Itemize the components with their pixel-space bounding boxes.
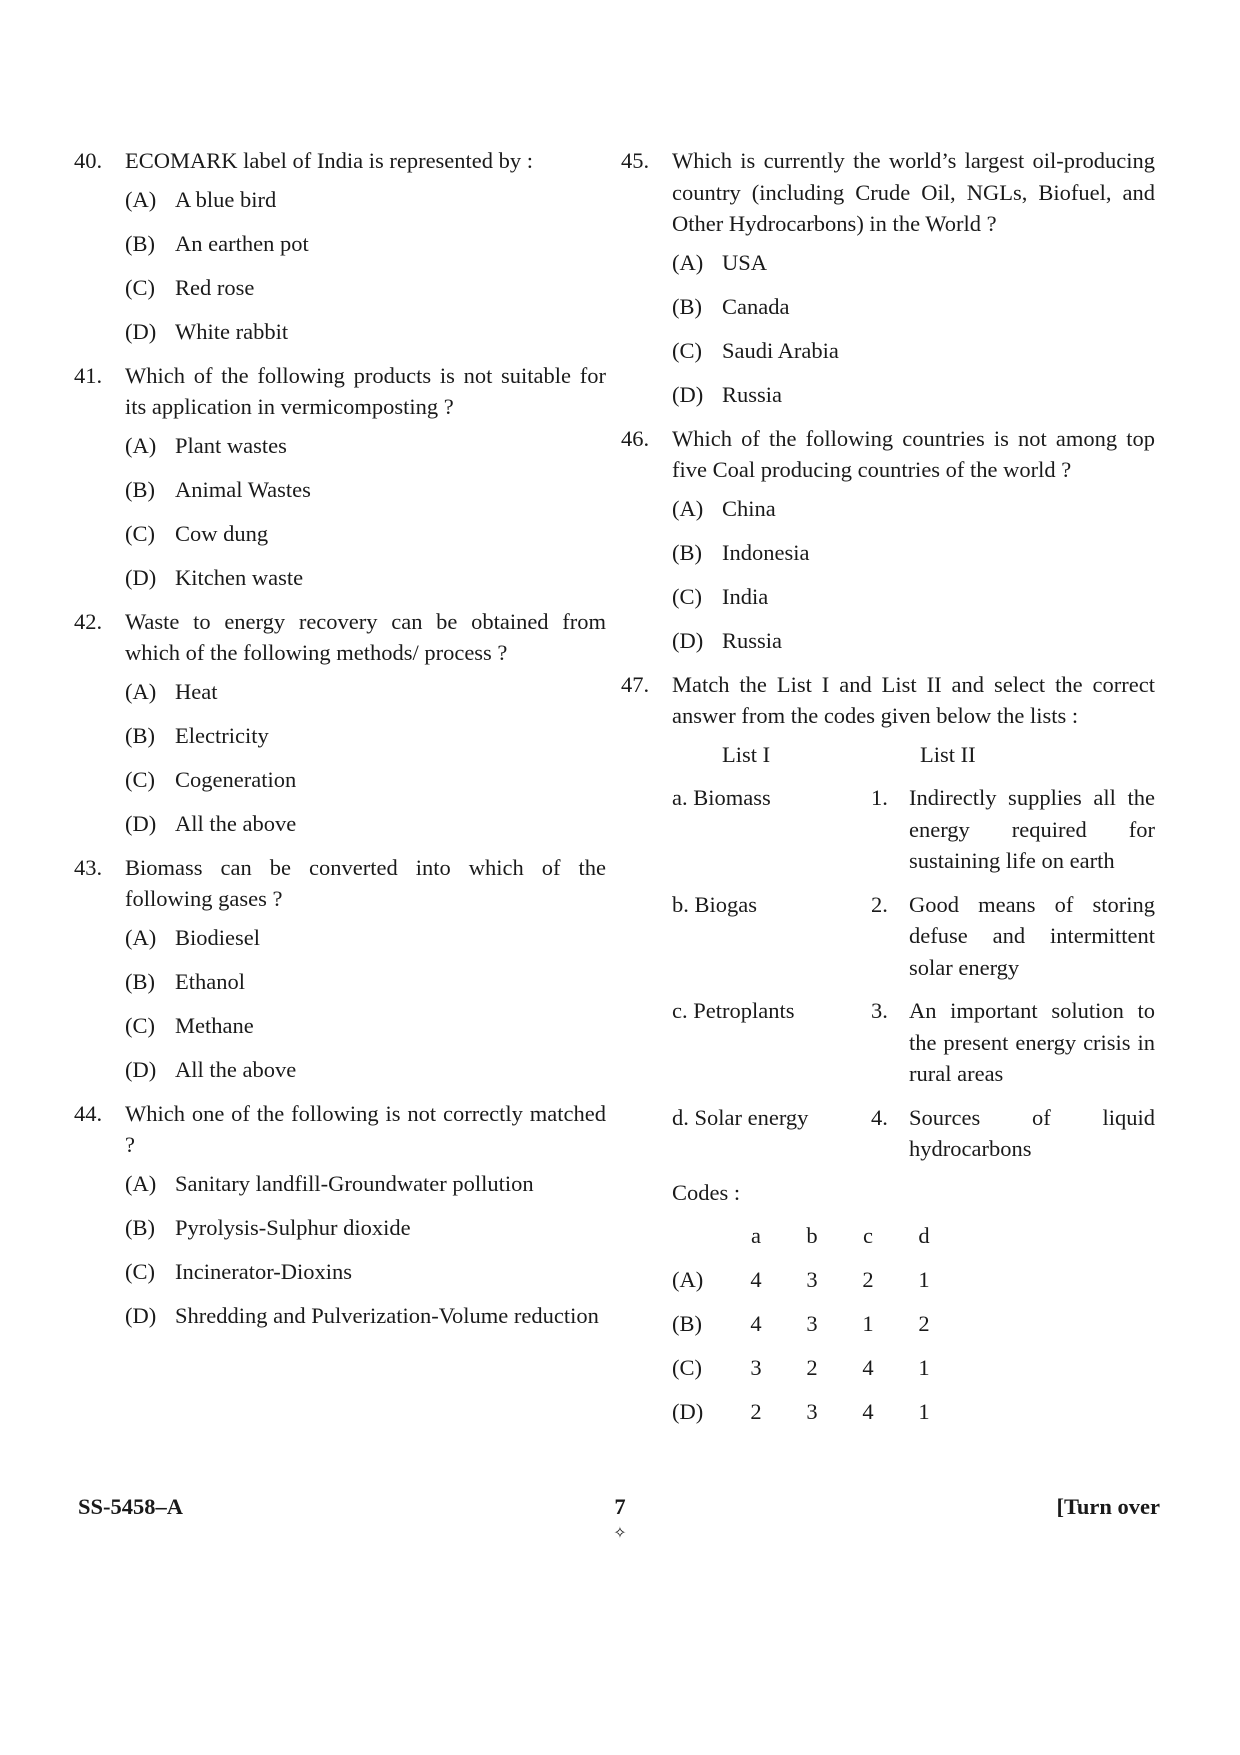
option-label: (C) [672, 337, 702, 363]
option-text: Pyrolysis-Sulphur dioxide [175, 1214, 411, 1240]
question-number: 47. [621, 671, 650, 697]
question-number: 45. [621, 148, 650, 173]
option-label: (B) [125, 968, 155, 994]
question-text: Which of the following products is not suitable for its application in vermicomposting ? [125, 362, 606, 419]
question-number: 40. [74, 148, 103, 173]
list-i-item: c. Petroplants [672, 998, 795, 1023]
option [125, 720, 606, 752]
code-option-label: (D) [672, 1399, 704, 1424]
question-text: Waste to energy recovery can be obtained from which of the following methods/ process ? [125, 608, 606, 665]
codes-header-cell: b [806, 1223, 818, 1248]
list-i-header: List I [722, 741, 771, 767]
option [672, 493, 1155, 525]
question-text: Which is currently the world’s largest oil-producing country (including Crude Oil, NGLs, Biofuel, and Other Hydrocarbons) in the World ? [672, 148, 1155, 236]
option [125, 518, 606, 550]
option-label: (B) [125, 722, 155, 748]
question-40 [74, 145, 606, 347]
option [125, 474, 606, 506]
option-text: Indonesia [722, 539, 810, 565]
code-value: 3 [806, 1311, 818, 1336]
code-row [672, 1264, 1155, 1296]
list-i-item: d. Solar energy [672, 1104, 809, 1130]
list-ii-number: 3. [871, 998, 888, 1023]
option-text: Canada [722, 293, 790, 319]
codes-header-cell: c [863, 1223, 873, 1248]
option-text: Cogeneration [175, 766, 297, 792]
list-ii-item: Sources of liquid hydrocarbons [909, 1104, 1155, 1161]
option [125, 562, 606, 594]
option [125, 430, 606, 462]
code-value: 4 [862, 1399, 874, 1424]
turn-over-note: [Turn over [1056, 1494, 1160, 1519]
question-number: 44. [74, 1100, 103, 1126]
option-label: (D) [125, 318, 157, 344]
match-list-header [672, 739, 1155, 771]
option-label: (D) [125, 564, 157, 590]
code-value: 1 [862, 1311, 874, 1336]
match-row [672, 995, 1155, 1090]
footer-ornament: ✧ [613, 1525, 627, 1542]
option-text: An earthen pot [175, 230, 309, 256]
match-row [672, 782, 1155, 877]
option-label: (C) [125, 274, 155, 300]
code-row [672, 1396, 1155, 1428]
option-label: (A) [672, 249, 704, 275]
code-value: 3 [806, 1399, 818, 1424]
option-text: Biodiesel [175, 924, 260, 950]
code-value: 2 [862, 1267, 874, 1292]
option-text: Electricity [175, 722, 269, 748]
option-text: Methane [175, 1012, 254, 1038]
list-ii-item: Good means of storing defuse and intermittent solar energy [909, 891, 1155, 980]
question-45 [621, 145, 1155, 410]
option [125, 808, 606, 840]
question-42 [74, 606, 606, 840]
match-row [672, 1102, 1155, 1165]
option [672, 291, 1155, 323]
option-label: (C) [125, 520, 155, 546]
question-text: Which one of the following is not correctly matched ? [125, 1100, 606, 1157]
option [672, 581, 1155, 613]
left-column [74, 145, 606, 1344]
option-text: All the above [175, 1056, 297, 1082]
option [125, 1054, 606, 1086]
list-ii-number: 2. [871, 891, 888, 917]
option [672, 247, 1155, 279]
option-label: (C) [125, 1012, 155, 1038]
option [125, 676, 606, 708]
option-label: (B) [125, 1214, 155, 1240]
option-text: Kitchen waste [175, 564, 304, 590]
option-label: (C) [672, 583, 702, 609]
option-text: Animal Wastes [175, 476, 311, 502]
option [125, 1212, 606, 1244]
codes-header-row [672, 1220, 1155, 1252]
code-value: 4 [750, 1267, 762, 1292]
option-text: Ethanol [175, 968, 245, 994]
option-label: (A) [125, 924, 157, 950]
option-label: (B) [125, 476, 155, 502]
list-ii-item: An important solution to the present energy crisis in rural areas [909, 998, 1155, 1086]
code-value: 2 [806, 1355, 818, 1380]
list-ii-header: List II [920, 741, 976, 767]
codes-header-cell: a [751, 1223, 761, 1248]
option-label: (A) [125, 432, 157, 458]
code-value: 4 [862, 1355, 874, 1380]
option [125, 1256, 606, 1288]
option [125, 1300, 606, 1332]
option-text: Saudi Arabia [722, 337, 839, 363]
code-value: 3 [750, 1355, 762, 1380]
question-number: 46. [621, 425, 650, 451]
code-value: 4 [750, 1311, 762, 1336]
option-label: (A) [125, 186, 157, 212]
question-41 [74, 360, 606, 594]
option [672, 379, 1155, 411]
option-text: White rabbit [175, 318, 289, 344]
list-ii-item: Indirectly supplies all the energy required for sustaining life on earth [909, 785, 1155, 873]
option-text: Plant wastes [175, 432, 287, 458]
option-label: (B) [672, 539, 702, 565]
code-value: 1 [918, 1355, 930, 1380]
code-value: 2 [918, 1311, 930, 1336]
match-row [672, 889, 1155, 984]
option-text: India [722, 583, 769, 609]
code-option-label: (C) [672, 1355, 702, 1380]
option-text: Cow dung [175, 520, 269, 546]
option-text: All the above [175, 810, 297, 836]
option-text: Red rose [175, 274, 255, 300]
code-row [672, 1352, 1155, 1384]
question-number: 42. [74, 608, 103, 634]
option [125, 966, 606, 998]
option-label: (D) [125, 1056, 157, 1082]
question-text: ECOMARK label of India is represented by : [125, 148, 534, 173]
option [125, 922, 606, 954]
question-47 [621, 669, 1155, 1428]
code-value: 3 [806, 1267, 818, 1292]
question-44 [74, 1098, 606, 1332]
option-text: Incinerator-Dioxins [175, 1258, 352, 1284]
question-43 [74, 852, 606, 1086]
option-text: A blue bird [175, 186, 277, 212]
code-value: 1 [918, 1399, 930, 1424]
code-value: 1 [918, 1267, 930, 1292]
option-label: (C) [125, 1258, 155, 1284]
question-number: 41. [74, 362, 103, 388]
question-46 [621, 423, 1155, 657]
option-label: (D) [672, 381, 704, 407]
option [672, 335, 1155, 367]
option-text: Shredding and Pulverization-Volume reduction [175, 1302, 599, 1328]
option-label: (D) [125, 1302, 157, 1328]
option [672, 625, 1155, 657]
page-number: 7 [614, 1494, 626, 1519]
option [125, 764, 606, 796]
codes-header-cell: d [918, 1223, 930, 1248]
question-text: Which of the following countries is not among top five Coal producing countries of the world ? [672, 425, 1155, 482]
code-value: 2 [750, 1399, 762, 1424]
code-row [672, 1308, 1155, 1340]
option [125, 184, 606, 216]
code-option-label: (A) [672, 1267, 704, 1292]
option-label: (B) [125, 230, 155, 256]
list-ii-number: 4. [871, 1104, 888, 1130]
option [125, 1010, 606, 1042]
option-text: Sanitary landfill-Groundwater pollution [175, 1170, 534, 1196]
option-text: Heat [175, 678, 218, 704]
option-label: (D) [672, 627, 704, 653]
option-label: (B) [672, 293, 702, 319]
option-label: (C) [125, 766, 155, 792]
option-label: (A) [125, 678, 157, 704]
code-option-label: (B) [672, 1311, 702, 1336]
list-ii-number: 1. [871, 785, 888, 810]
question-text: Biomass can be converted into which of the following gases ? [125, 854, 606, 911]
question-number: 43. [74, 854, 103, 880]
right-column [621, 145, 1155, 1440]
option-text: China [722, 495, 776, 521]
option [125, 1168, 606, 1200]
option-text: USA [722, 249, 768, 275]
option-text: Russia [722, 381, 783, 407]
option-text: Russia [722, 627, 783, 653]
paper-code: SS-5458–A [78, 1494, 184, 1519]
list-i-item: a. Biomass [672, 785, 771, 810]
option-label: (D) [125, 810, 157, 836]
question-text: Match the List I and List II and select the correct answer from the codes given below the lists : [672, 671, 1155, 728]
list-i-item: b. Biogas [672, 891, 758, 917]
option [125, 316, 606, 348]
option [125, 228, 606, 260]
codes-label: Codes : [672, 1179, 741, 1205]
option [672, 537, 1155, 569]
option [125, 272, 606, 304]
option-label: (A) [125, 1170, 157, 1196]
option-label: (A) [672, 495, 704, 521]
